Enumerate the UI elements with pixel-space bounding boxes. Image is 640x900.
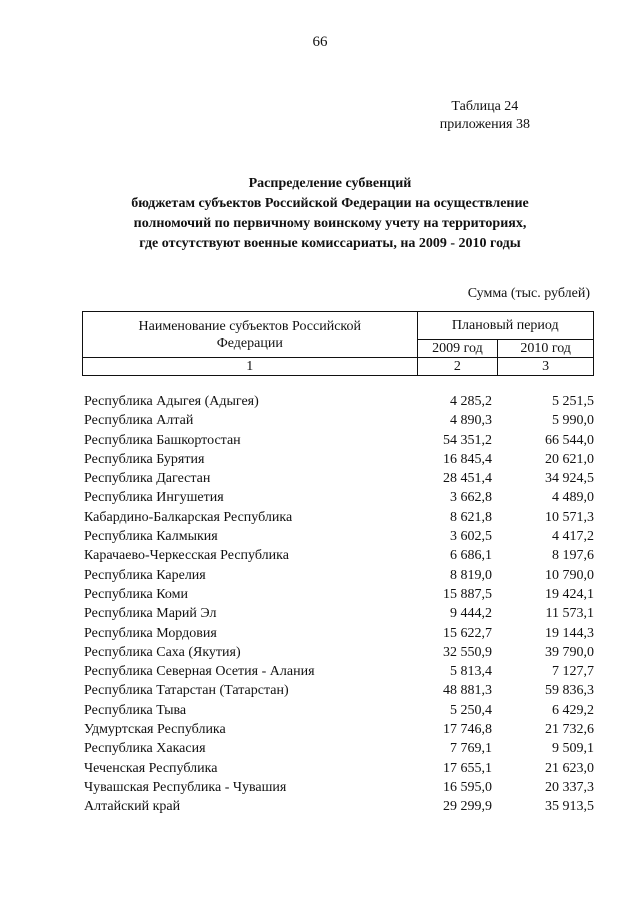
table-row xyxy=(84,720,594,739)
value-2009: 4 285,2 xyxy=(450,394,492,409)
region-name: Республика Мордовия xyxy=(84,625,217,641)
table-row xyxy=(84,701,594,720)
header-column-number-2: 2 xyxy=(417,358,498,376)
table-row xyxy=(84,797,594,816)
value-2010: 20 337,3 xyxy=(545,779,594,795)
region-name: Республика Хакасия xyxy=(84,741,206,757)
region-name: Республика Алтай xyxy=(84,413,194,429)
value-2009: 3 662,8 xyxy=(450,490,492,506)
table-row xyxy=(84,604,594,623)
table-row xyxy=(84,411,594,430)
region-name: Республика Калмыкия xyxy=(84,529,218,545)
region-name: Удмуртская Республика xyxy=(84,722,226,738)
value-2009: 3 602,5 xyxy=(450,529,492,545)
units-label: Сумма (тыс. рублей) xyxy=(467,286,590,301)
table-row xyxy=(84,508,594,527)
value-2010: 5 990,0 xyxy=(552,413,594,429)
table-row xyxy=(84,450,594,469)
region-name: Алтайский край xyxy=(84,799,181,815)
title-line3: полномочий по первичному воинскому учету на территориях, xyxy=(133,216,527,231)
value-2009: 7 769,1 xyxy=(450,741,492,757)
value-2010: 21 623,0 xyxy=(545,760,594,776)
value-2010: 20 621,0 xyxy=(545,451,594,467)
value-2009: 5 813,4 xyxy=(450,664,492,680)
table-row xyxy=(84,643,594,662)
title-line4: где отсутствуют военные комиссариаты, на 2009 - 2010 годы xyxy=(139,236,521,251)
table-row xyxy=(84,488,594,507)
value-2009: 8 819,0 xyxy=(450,567,492,583)
header-column-number-1: 1 xyxy=(83,358,418,376)
value-2010: 34 924,5 xyxy=(545,471,594,487)
header-year-2010: 2010 год xyxy=(498,340,594,358)
value-2009: 4 890,3 xyxy=(450,413,492,429)
table-body xyxy=(84,392,594,817)
region-name: Республика Саха (Якутия) xyxy=(84,644,241,660)
value-2009: 17 746,8 xyxy=(443,722,492,738)
value-2009: 16 845,4 xyxy=(443,451,492,467)
header-column-number-3: 3 xyxy=(498,358,594,376)
value-2009: 6 686,1 xyxy=(450,548,492,564)
table-row xyxy=(84,392,594,411)
value-2009: 48 881,3 xyxy=(443,683,492,699)
value-2010: 21 732,6 xyxy=(545,722,594,738)
value-2010: 10 790,0 xyxy=(545,567,594,583)
value-2010: 10 571,3 xyxy=(545,509,594,525)
region-name: Республика Ингушетия xyxy=(84,490,224,506)
value-2010: 4 417,2 xyxy=(552,529,594,545)
table-row xyxy=(84,759,594,778)
value-2009: 15 622,7 xyxy=(443,625,492,641)
value-2010: 19 424,1 xyxy=(545,586,594,602)
table-row xyxy=(84,431,594,450)
value-2010: 9 509,1 xyxy=(552,741,594,757)
table-reference-line1: Таблица 24 xyxy=(451,99,519,114)
value-2010: 7 127,7 xyxy=(552,664,594,680)
value-2010: 5 251,5 xyxy=(552,394,594,409)
region-name: Карачаево-Черкесская Республика xyxy=(84,548,289,564)
table-row xyxy=(84,546,594,565)
region-name: Республика Марий Эл xyxy=(84,606,217,622)
region-name: Республика Татарстан (Татарстан) xyxy=(84,683,289,699)
region-name: Республика Карелия xyxy=(84,567,206,583)
table-row xyxy=(84,778,594,797)
value-2010: 35 913,5 xyxy=(545,799,594,815)
value-2010: 4 489,0 xyxy=(552,490,594,506)
region-name: Республика Северная Осетия - Алания xyxy=(84,664,315,680)
header-year-2009: 2009 год xyxy=(417,340,498,358)
header-name-column: Наименование субъектов Российской Федерации xyxy=(83,312,418,358)
region-name: Республика Тыва xyxy=(84,702,187,718)
table-row xyxy=(84,662,594,681)
value-2009: 15 887,5 xyxy=(443,586,492,602)
title-line1: Распределение субвенций xyxy=(248,176,412,191)
region-name: Республика Коми xyxy=(84,586,188,602)
value-2009: 9 444,2 xyxy=(450,606,492,622)
title-line2: бюджетам субъектов Российской Федерации на осуществление xyxy=(131,196,529,211)
table-row xyxy=(84,624,594,643)
value-2010: 39 790,0 xyxy=(545,644,594,660)
value-2009: 29 299,9 xyxy=(443,799,492,815)
value-2009: 8 621,8 xyxy=(450,509,492,525)
table-row xyxy=(84,527,594,546)
value-2009: 16 595,0 xyxy=(443,779,492,795)
table-reference xyxy=(440,98,530,134)
value-2010: 6 429,2 xyxy=(552,702,594,718)
document-title xyxy=(60,174,600,254)
table-header xyxy=(82,311,594,376)
value-2009: 5 250,4 xyxy=(450,702,492,718)
table-reference-line2: приложения 38 xyxy=(439,117,530,132)
table-row xyxy=(84,566,594,585)
table-row xyxy=(84,681,594,700)
table-row xyxy=(84,739,594,758)
value-2010: 19 144,3 xyxy=(545,625,594,641)
header-planned-period: Плановый период xyxy=(417,312,593,340)
region-name: Кабардино-Балкарская Республика xyxy=(84,509,293,525)
region-name: Республика Дагестан xyxy=(84,471,211,487)
value-2010: 11 573,1 xyxy=(545,606,594,622)
table-row xyxy=(84,469,594,488)
value-2010: 8 197,6 xyxy=(552,548,594,564)
region-name: Республика Бурятия xyxy=(84,451,205,467)
value-2010: 59 836,3 xyxy=(545,683,594,699)
region-name: Республика Адыгея (Адыгея) xyxy=(84,394,259,409)
value-2010: 66 544,0 xyxy=(545,432,594,448)
value-2009: 54 351,2 xyxy=(443,432,492,448)
region-name: Чувашская Республика - Чувашия xyxy=(84,779,287,795)
region-name: Республика Башкортостан xyxy=(84,432,241,448)
table-row xyxy=(84,585,594,604)
value-2009: 32 550,9 xyxy=(443,644,492,660)
value-2009: 17 655,1 xyxy=(443,760,492,776)
page-number: 66 xyxy=(312,34,328,50)
region-name: Чеченская Республика xyxy=(84,760,218,776)
value-2009: 28 451,4 xyxy=(443,471,492,487)
